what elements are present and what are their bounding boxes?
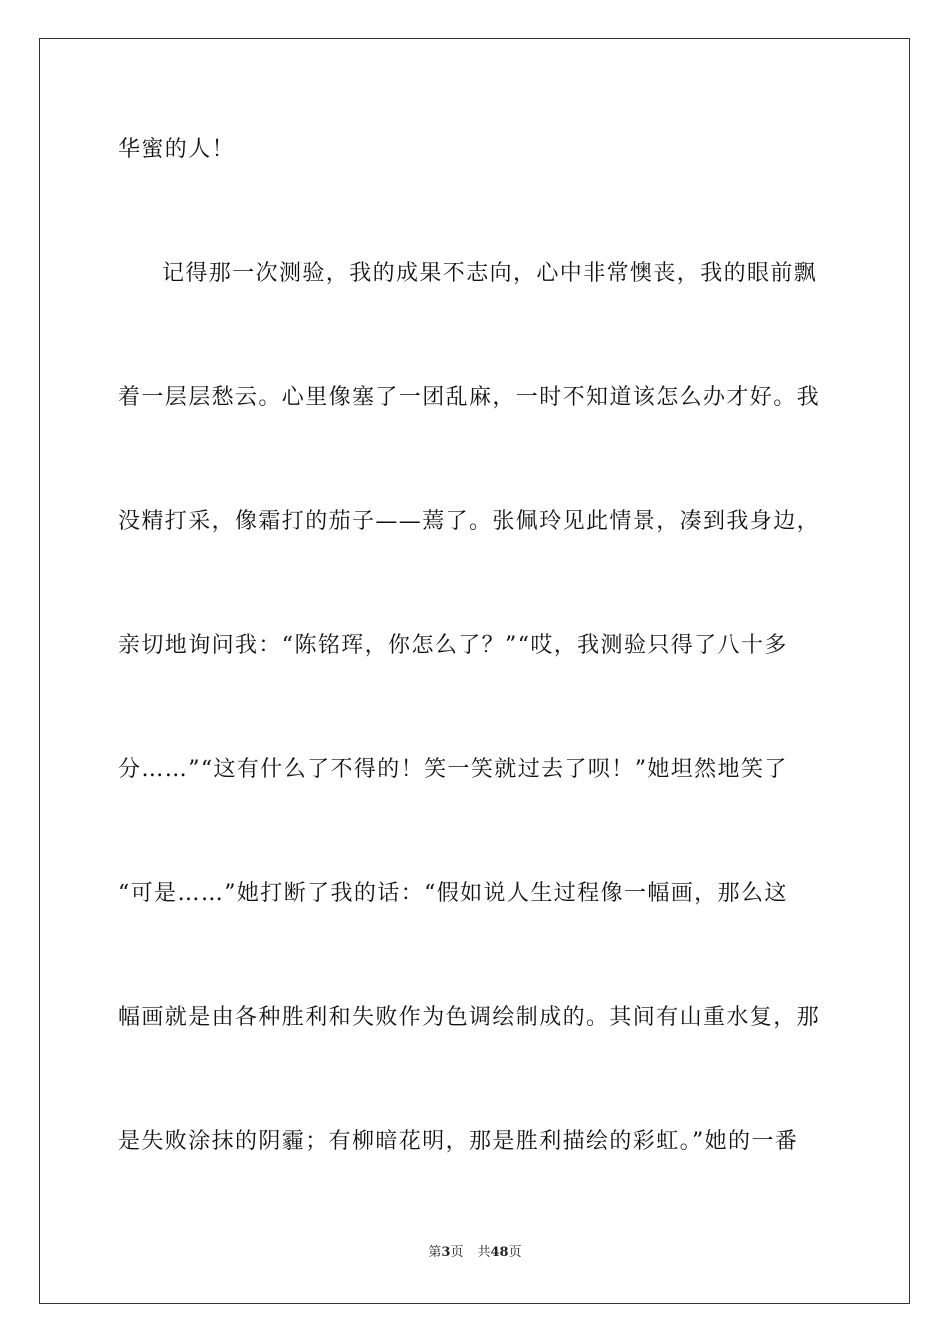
page-footer [0, 1243, 950, 1263]
text-line-5: 亲切地询问我：“陈铭珲，你怎么了？”“哎，我测验只得了八十多 [118, 633, 788, 658]
total-pages: 48 [490, 1245, 509, 1260]
text-line-3: 着一层层愁云。心里像塞了一团乱麻，一时不知道该怎么办才好。我 [118, 385, 821, 410]
page-suffix: 页 [450, 1245, 464, 1260]
text-line-1: 华蜜的人！ [118, 137, 236, 162]
page-prefix: 第 [428, 1245, 442, 1260]
page-number: 3 [441, 1245, 451, 1260]
text-line-4: 没精打采，像霜打的茄子——蔫了。张佩玲见此情景，凑到我身边， [118, 509, 821, 534]
page-border [39, 38, 910, 1304]
paragraph-start-line: 记得那一次测验，我的成果不志向，心中非常懊丧，我的眼前飘 [162, 261, 818, 286]
text-line-7: “可是……”她打断了我的话：“假如说人生过程像一幅画，那么这 [118, 881, 788, 906]
text-line-6: 分……”“这有什么了不得的！笑一笑就过去了呗！”她坦然地笑了 [118, 757, 788, 782]
text-line-9: 是失败涂抹的阴霾；有柳暗花明，那是胜利描绘的彩虹。”她的一番 [118, 1129, 799, 1154]
total-suffix: 页 [508, 1245, 522, 1260]
total-prefix: 共 [477, 1245, 491, 1260]
text-line-8: 幅画就是由各种胜利和失败作为色调绘制成的。其间有山重水复，那 [118, 1005, 821, 1030]
